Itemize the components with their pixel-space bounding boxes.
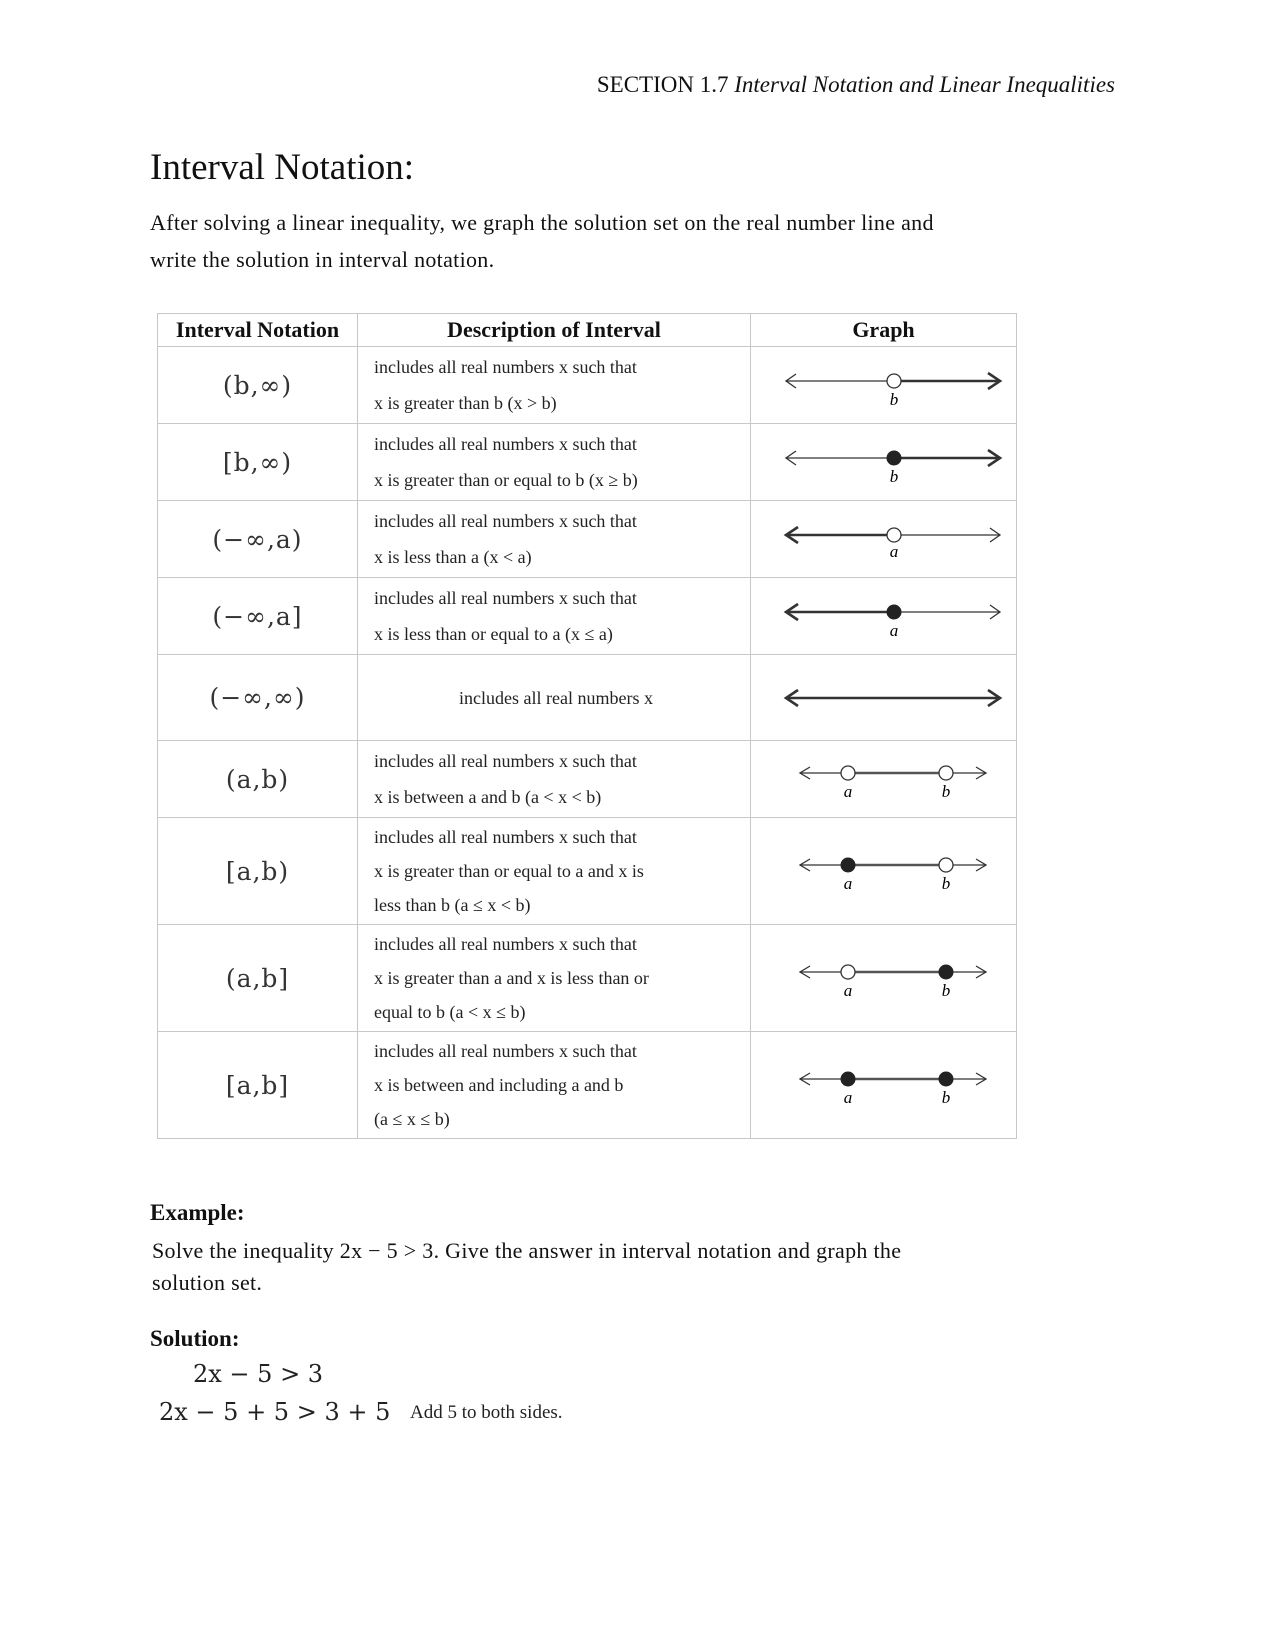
table-row <box>158 741 1017 818</box>
description-line: less than b (a ≤ x < b) <box>374 895 531 915</box>
solution-step-2-note: Add 5 to both sides. <box>410 1402 563 1423</box>
solution-step-1: 2x − 5 > 3 <box>193 1360 324 1388</box>
graph-cell <box>751 578 1017 655</box>
interval-notation-table <box>157 313 1017 1139</box>
table-row <box>158 1032 1017 1139</box>
description-cell <box>358 578 751 655</box>
description-line: x is greater than or equal to b (x ≥ b) <box>374 470 638 490</box>
table-row <box>158 501 1017 578</box>
endpoint-label-a: a <box>843 981 852 1000</box>
endpoint-label-a: a <box>843 1088 852 1107</box>
section-header <box>597 72 1115 98</box>
number-line-graph <box>764 432 1004 492</box>
graph-cell <box>751 741 1017 818</box>
interval-notation-cell: (−∞,∞) <box>158 655 358 741</box>
table-row <box>158 925 1017 1032</box>
graph-cell <box>751 347 1017 424</box>
graph-cell <box>751 818 1017 925</box>
endpoint-label-a: a <box>889 621 898 640</box>
section-number: SECTION 1.7 <box>596 72 729 97</box>
number-line-graph <box>764 1055 1004 1115</box>
description-line: includes all real numbers x such that <box>374 934 637 954</box>
number-line-graph <box>764 586 1004 646</box>
interval-notation-cell: (−∞,a] <box>158 578 358 655</box>
graph-cell <box>751 501 1017 578</box>
interval-notation-cell: [a,b] <box>158 1032 358 1139</box>
endpoint-label-b: b <box>941 1088 950 1107</box>
endpoint-label-b: b <box>889 467 898 486</box>
column-header-description: Description of Interval <box>358 314 751 347</box>
description-cell <box>358 741 751 818</box>
endpoint-label-a: a <box>843 782 852 801</box>
description-cell <box>358 818 751 925</box>
description-line: includes all real numbers x such that <box>374 357 637 377</box>
description-cell <box>358 501 751 578</box>
table-row <box>158 424 1017 501</box>
interval-notation-cell: (a,b) <box>158 741 358 818</box>
description-line: includes all real numbers x <box>459 687 653 708</box>
number-line-graph <box>764 355 1004 415</box>
description-line: x is greater than b (x > b) <box>374 393 557 413</box>
section-title: Interval Notation and Linear Inequalities <box>734 72 1115 97</box>
endpoint-label-b: b <box>941 874 950 893</box>
endpoint-label-a: a <box>843 874 852 893</box>
description-line: x is between a and b (a < x < b) <box>374 787 602 807</box>
endpoint-label-b: b <box>941 981 950 1000</box>
table-row <box>158 655 1017 741</box>
intro-paragraph: After solving a linear inequality, we graph the solution set on the real number line and write the solution in interval notation. <box>150 210 934 272</box>
description-line: x is greater than or equal to a and x is <box>374 861 644 881</box>
table-row <box>158 578 1017 655</box>
solution-label: Solution: <box>150 1326 240 1351</box>
description-line: x is less than or equal to a (x ≤ a) <box>374 624 613 644</box>
description-line: includes all real numbers x such that <box>374 588 637 608</box>
endpoint-label-b: b <box>941 782 950 801</box>
graph-cell <box>751 424 1017 501</box>
number-line-graph <box>764 668 1004 728</box>
table-header-row <box>158 314 1017 347</box>
page-heading: Interval Notation: <box>150 147 415 188</box>
table-row <box>158 818 1017 925</box>
description-line: x is less than a (x < a) <box>374 547 532 567</box>
description-line: includes all real numbers x such that <box>374 751 637 771</box>
column-header-notation: Interval Notation <box>158 314 358 347</box>
description-line: x is between and including a and b <box>374 1075 624 1095</box>
number-line-graph <box>764 749 1004 809</box>
endpoint-label-a: a <box>889 542 898 561</box>
solution-step-2: 2x − 5 + 5 > 3 + 5 <box>159 1398 391 1426</box>
description-line: includes all real numbers x such that <box>374 827 637 847</box>
example-label: Example: <box>150 1200 245 1225</box>
number-line-graph <box>764 509 1004 569</box>
description-cell <box>358 1032 751 1139</box>
description-line: includes all real numbers x such that <box>374 434 637 454</box>
number-line-graph <box>764 841 1004 901</box>
number-line-graph <box>764 948 1004 1008</box>
column-header-graph: Graph <box>751 314 1017 347</box>
interval-notation-cell: [b,∞) <box>158 424 358 501</box>
description-line: includes all real numbers x such that <box>374 1041 637 1061</box>
description-line: x is greater than a and x is less than or <box>374 968 649 988</box>
description-cell <box>358 424 751 501</box>
interval-notation-cell: (−∞,a) <box>158 501 358 578</box>
description-cell <box>358 347 751 424</box>
table-row <box>158 347 1017 424</box>
description-cell <box>358 925 751 1032</box>
interval-notation-cell: (b,∞) <box>158 347 358 424</box>
description-cell <box>358 655 751 741</box>
endpoint-label-b: b <box>889 390 898 409</box>
description-line: (a ≤ x ≤ b) <box>374 1109 450 1129</box>
graph-cell <box>751 925 1017 1032</box>
example-text: Solve the inequality 2x − 5 > 3. Give the answer in interval notation and graph the solution set. <box>152 1238 902 1295</box>
graph-cell <box>751 1032 1017 1139</box>
description-line: includes all real numbers x such that <box>374 511 637 531</box>
graph-cell <box>751 655 1017 741</box>
description-line: equal to b (a < x ≤ b) <box>374 1002 526 1022</box>
interval-notation-cell: (a,b] <box>158 925 358 1032</box>
interval-notation-cell: [a,b) <box>158 818 358 925</box>
